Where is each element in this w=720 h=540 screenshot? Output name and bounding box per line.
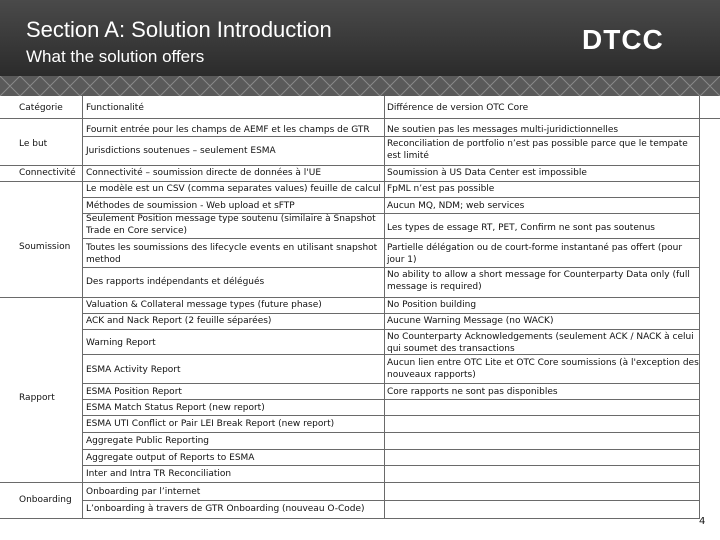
category-label: Rapport <box>19 393 55 403</box>
row-divider <box>82 415 700 416</box>
difference-item: Reconciliation de portfolio n’est pas possible parce que le tempate est limité <box>387 139 688 161</box>
header-functionality: Functionalité <box>86 103 144 113</box>
row-divider <box>82 383 700 384</box>
row-divider <box>0 518 700 519</box>
functionality-item: L’onboarding à travers de GTR Onboarding (nouveau O-Code) <box>86 504 365 514</box>
column-divider <box>699 96 700 518</box>
row-divider <box>82 267 700 268</box>
functionality-item: Connectivité – soumission directe de données à l'UE <box>86 168 322 178</box>
functionality-item: Des rapports indépendants et délégués <box>86 277 265 287</box>
row-divider <box>82 197 700 198</box>
difference-item: Aucun MQ, NDM; web services <box>387 201 525 211</box>
category-label: Onboarding <box>19 495 72 505</box>
difference-item: Aucun lien entre OTC Lite et OTC Core soumissions (à l'exception des nouveaux rapports) <box>387 358 699 380</box>
difference-item: No Counterparty Acknowledgements (seulement ACK / NACK à celui qui soumet des transactions <box>387 332 694 354</box>
functionality-item: Jurisdictions soutenues – seulement ESMA <box>86 146 276 156</box>
row-divider <box>82 136 700 137</box>
functionality-item: Warning Report <box>86 338 156 348</box>
functionality-item: Seulement Position message type soutenu (similaire à Snapshot Trade en Core service) <box>86 214 376 236</box>
functionality-item: Aggregate output of Reports to ESMA <box>86 453 255 463</box>
pattern-icon <box>0 76 720 96</box>
difference-item: Partielle délégation ou de court-forme instantané pas offert (pour jour 1) <box>387 243 683 265</box>
category-label: Soumission <box>19 242 71 252</box>
difference-item: No Position building <box>387 300 477 310</box>
category-label: Connectivité <box>19 168 76 178</box>
slide-subtitle: What the solution offers <box>26 47 205 66</box>
decorative-pattern-band <box>0 76 720 96</box>
functionality-item: ESMA Activity Report <box>86 365 181 375</box>
row-divider <box>0 482 700 483</box>
slide-title: Section A: Solution Introduction <box>26 17 332 42</box>
row-divider <box>82 399 700 400</box>
functionality-item: ESMA Match Status Report (new report) <box>86 403 265 413</box>
functionality-item: Inter and Intra TR Reconciliation <box>86 469 232 479</box>
functionality-item: Onboarding par l’internet <box>86 487 201 497</box>
functionality-item: Fournit entrée pour les champs de AEMF et les champs de GTR <box>86 125 370 135</box>
column-divider <box>82 96 83 518</box>
difference-item: Les types de essage RT, PET, Confirm ne sont pas soutenus <box>387 223 655 233</box>
functionality-item: Le modèle est un CSV (comma separates values) feuille de calcul <box>86 184 381 194</box>
row-divider <box>0 165 700 166</box>
row-divider <box>82 449 700 450</box>
functionality-item: ESMA UTI Conflict or Pair LEI Break Report (new report) <box>86 419 335 429</box>
page-number: 4 <box>699 516 706 527</box>
slide-header <box>0 0 720 76</box>
row-divider <box>82 465 700 466</box>
dtcc-logo: DTCC <box>582 24 664 55</box>
row-divider <box>82 329 700 330</box>
difference-item: No ability to allow a short message for Counterparty Data only (full message is required) <box>387 270 690 292</box>
functionality-item: Toutes les soumissions des lifecycle events en utilisant snapshot method <box>86 243 378 265</box>
header-category: Catégorie <box>19 103 63 113</box>
difference-item: FpML n’est pas possible <box>387 184 495 194</box>
header-difference: Différence de version OTC Core <box>387 103 529 113</box>
difference-item: Soumission à US Data Center est impossible <box>387 168 587 178</box>
functionality-item: ACK and Nack Report (2 feuille séparées) <box>86 316 272 326</box>
functionality-item: Méthodes de soumission - Web upload et sFTP <box>86 201 295 211</box>
functionality-item: Aggregate Public Reporting <box>86 436 210 446</box>
row-divider <box>0 297 700 298</box>
row-divider <box>82 500 700 501</box>
category-label: Le but <box>19 139 48 149</box>
row-divider <box>82 432 700 433</box>
row-divider <box>0 181 700 182</box>
column-divider <box>384 96 385 518</box>
functionality-item: ESMA Position Report <box>86 387 182 397</box>
row-divider <box>0 118 720 119</box>
difference-item: Ne soutien pas les messages multi-juridictionnelles <box>387 125 619 135</box>
functionality-item: Valuation & Collateral message types (future phase) <box>86 300 322 310</box>
row-divider <box>82 238 700 239</box>
difference-item: Core rapports ne sont pas disponibles <box>387 387 558 397</box>
difference-item: Aucune Warning Message (no WACK) <box>387 316 554 326</box>
row-divider <box>82 313 700 314</box>
